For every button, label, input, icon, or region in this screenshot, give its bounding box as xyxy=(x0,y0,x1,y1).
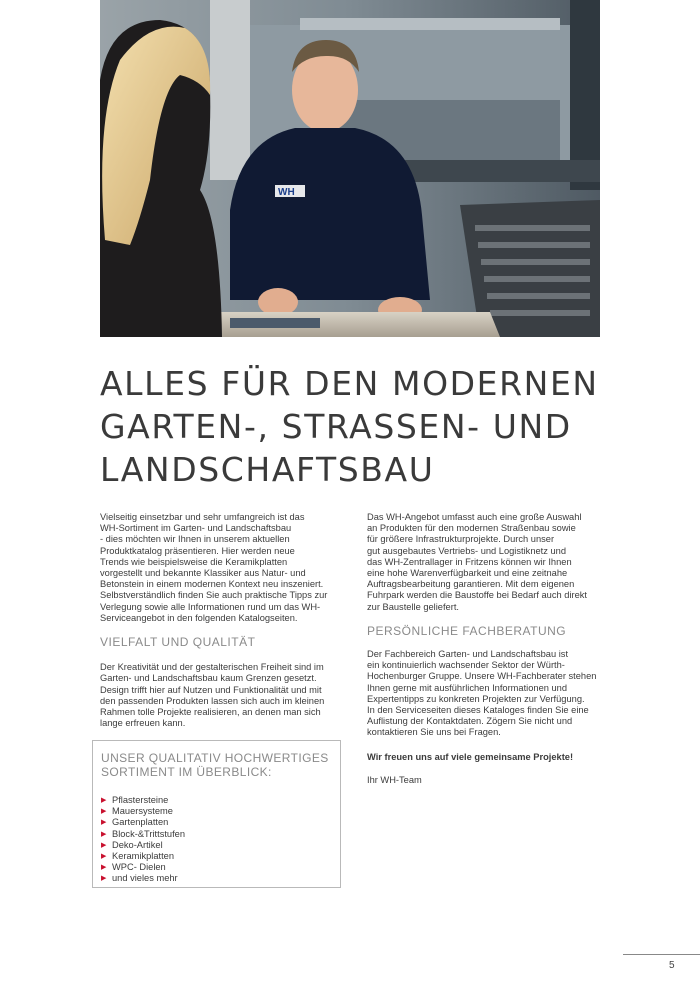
text-line: Trends wie beispielsweise die Keramikplatten xyxy=(100,556,288,567)
triangle-bullet-icon: ▶ xyxy=(101,864,107,872)
text-line: kontaktieren Sie uns bei Fragen. xyxy=(367,727,501,738)
list-item-label: Deko-Artikel xyxy=(112,839,163,850)
page-number: 5 xyxy=(669,960,675,971)
text-line: Rahmen tolle Projekte realisieren, an denen man sich xyxy=(100,707,321,718)
headline-line-1: ALLES FÜR DEN MODERNEN xyxy=(100,364,599,403)
list-item xyxy=(101,873,332,884)
triangle-bullet-icon: ▶ xyxy=(101,797,107,804)
list-item-label: und vieles mehr xyxy=(112,873,178,884)
right-column xyxy=(367,512,607,786)
list-item-label: WPC- Dielen xyxy=(112,862,166,873)
photo-illustration xyxy=(100,0,600,337)
text-line: vorgestellt und bekannte Klassiker aus Natur- und xyxy=(100,568,306,579)
triangle-bullet-icon: ▶ xyxy=(101,853,107,861)
text-line: Fuhrpark werden die Baustoffe bei Bedarf auch direkt xyxy=(367,590,587,601)
list-item xyxy=(101,862,332,873)
text-line: Auftragsbearbeitung garantieren. Mit dem eigenen xyxy=(367,579,575,590)
triangle-bullet-icon: ▶ xyxy=(101,819,107,827)
text-line: Der Kreativität und der gestalterischen Freiheit sind im xyxy=(100,662,324,673)
list-item xyxy=(101,817,332,828)
text-line: das WH-Zentrallager in Fritzens können wir Ihnen xyxy=(367,556,572,567)
text-line: eine hohe Warenverfügbarkeit und eine zeitnahe xyxy=(367,568,568,579)
sortiment-box xyxy=(92,740,341,888)
box-title-line-2: SORTIMENT IM ÜBERBLICK: xyxy=(101,765,272,779)
text-line: Selbstverständlich finden Sie auch praktische Tipps zur xyxy=(100,590,328,601)
text-line: an Produkten für den modernen Straßenbau sowie xyxy=(367,523,576,534)
box-title-line-1: UNSER QUALITATIV HOCHWERTIGES xyxy=(101,751,329,765)
list-item-label: Pflastersteine xyxy=(112,795,169,805)
list-item xyxy=(101,795,332,806)
list-item-label: Mauersysteme xyxy=(112,806,173,817)
triangle-bullet-icon: ▶ xyxy=(101,808,107,816)
list-item xyxy=(101,829,332,840)
list-item-label: Keramikplatten xyxy=(112,851,175,862)
text-line: Hochenburger Gruppe. Unsere WH-Fachberater stehen xyxy=(367,671,597,682)
text-line: den passenden Produkten lassen sich auch im kleinen xyxy=(100,695,325,706)
triangle-bullet-icon: ▶ xyxy=(101,875,107,883)
text-line: lange erfreuen kann. xyxy=(100,718,186,729)
text-line: Expertentipps zu konkreten Projekten zur Verfügung. xyxy=(367,693,585,704)
text-line: Auflistung der Kontaktdaten. Zögern Sie nicht und xyxy=(367,716,573,727)
text-line: für größere Infrastrukturprojekte. Durch unser xyxy=(367,534,555,545)
triangle-bullet-icon: ▶ xyxy=(101,841,107,849)
text-line: Der Fachbereich Garten- und Landschaftsbau ist xyxy=(367,649,569,660)
text-line: zur Baustelle geliefert. xyxy=(367,601,459,612)
text-line: Produktkatalog präsentieren. Hier werden neue xyxy=(100,545,295,556)
sortiment-box-title xyxy=(101,751,332,779)
shirt-logo-text: WH xyxy=(278,187,295,198)
text-line: - dies möchten wir Ihnen in unserem aktuellen xyxy=(100,534,290,545)
footer-rule xyxy=(623,954,700,955)
text-line: Serviceangebot in den folgenden Katalogseiten. xyxy=(100,612,298,623)
left-body-paragraph xyxy=(100,662,340,729)
left-intro-paragraph xyxy=(100,512,340,624)
text-line: ein kontinuierlich wachsender Sektor der Würth- xyxy=(367,660,565,671)
sortiment-list xyxy=(101,795,332,885)
text-line: Betonstein in einem modernen Kontext neu inszeniert. xyxy=(100,579,324,590)
subhead-vielfalt: VIELFALT UND QUALITÄT xyxy=(100,635,256,650)
list-item-label: Block-&Trittstufen xyxy=(112,828,186,839)
list-item-label: Gartenplatten xyxy=(112,817,169,828)
list-item xyxy=(101,806,332,817)
subhead-fachberatung: PERSÖNLICHE FACHBERATUNG xyxy=(367,623,567,638)
hero-photo xyxy=(100,0,600,337)
signature: Ihr WH-Team xyxy=(367,774,422,785)
triangle-bullet-icon: ▶ xyxy=(101,830,107,838)
text-line: WH-Sortiment im Garten- und Landschaftsbau xyxy=(100,523,292,534)
text-line: In den Serviceseiten dieses Kataloges finden Sie eine xyxy=(367,705,589,716)
closing-statement: Wir freuen uns auf viele gemeinsame Projekte! xyxy=(367,751,574,762)
text-line: Das WH-Angebot umfasst auch eine große Auswahl xyxy=(367,512,582,522)
list-item xyxy=(101,851,332,862)
text-line: Design trifft hier auf Nutzen und Funktionalität und mit xyxy=(100,684,322,695)
text-line: Garten- und Landschaftsbau kaum Grenzen gesetzt. xyxy=(100,673,317,684)
page-headline xyxy=(100,362,620,491)
text-line: Ihnen gerne mit ausführlichen Informationen und xyxy=(367,682,568,693)
right-intro-paragraph xyxy=(367,512,607,613)
text-line: gut ausgebautes Vertriebs- und Logistiknetz und xyxy=(367,545,566,556)
left-column xyxy=(100,512,340,729)
headline-line-3: LANDSCHAFTSBAU xyxy=(100,450,435,489)
list-item xyxy=(101,840,332,851)
headline-line-2: GARTEN-, STRASSEN- UND xyxy=(100,407,572,446)
right-body-paragraph xyxy=(367,649,607,739)
text-line: Verlegung sowie alle Informationen rund um das WH- xyxy=(100,601,321,612)
text-line: Vielseitig einsetzbar und sehr umfangreich ist das xyxy=(100,512,305,522)
